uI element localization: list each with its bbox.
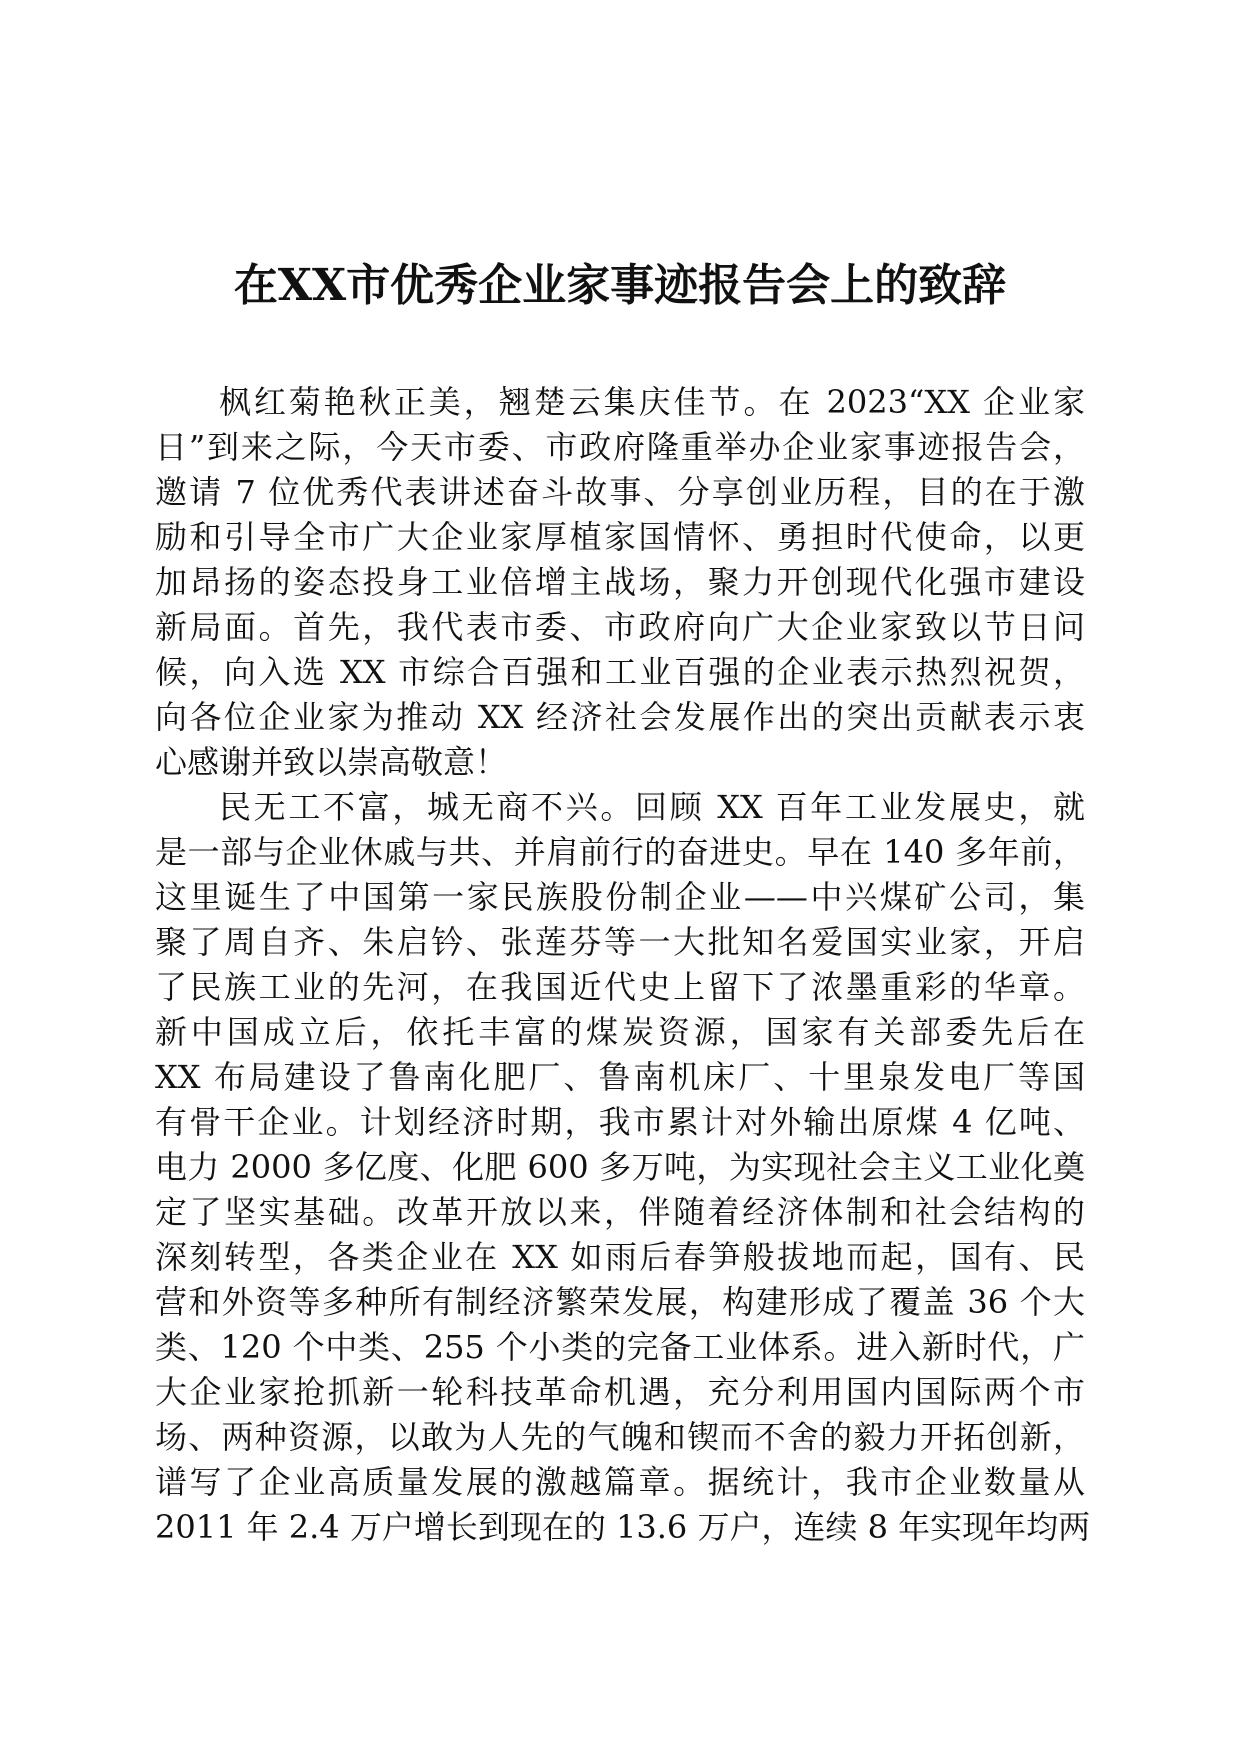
text-line: 日”到来之际，今天市委、市政府隆重举办企业家事迹报告会， [155, 428, 1085, 466]
document-title: 在XX市优秀企业家事迹报告会上的致辞 [233, 260, 1007, 311]
text-line: 场、两种资源，以敢为人先的气魄和锲而不舍的毅力开拓创新， [155, 1418, 1085, 1456]
text-line: 邀请 7 位优秀代表讲述奋斗故事、分享创业历程，目的在于激 [155, 473, 1085, 511]
text-line: 枫红菊艳秋正美，翘楚云集庆佳节。在 2023“XX 企业家 [219, 383, 1085, 421]
text-line: 新中国成立后，依托丰富的煤炭资源，国家有关部委先后在 [155, 1013, 1085, 1051]
text-line: 电力 2000 多亿度、化肥 600 多万吨，为实现社会主义工业化奠 [155, 1148, 1085, 1186]
text-line: 了民族工业的先河，在我国近代史上留下了浓墨重彩的华章。 [155, 968, 1085, 1006]
text-line: 2011 年 2.4 万户增长到现在的 13.6 万户，连续 8 年实现年均两 [155, 1508, 1091, 1546]
text-line: 类、120 个中类、255 个小类的完备工业体系。进入新时代，广 [155, 1328, 1085, 1366]
text-line: 有骨干企业。计划经济时期，我市累计对外输出原煤 4 亿吨、 [155, 1103, 1085, 1141]
text-line: 加昂扬的姿态投身工业倍增主战场，聚力开创现代化强市建设 [155, 563, 1085, 601]
paragraph-2 [155, 785, 1091, 1550]
text-line: 聚了周自齐、朱启钤、张莲芬等一大批知名爱国实业家，开启 [155, 923, 1085, 961]
text-line: 新局面。首先，我代表市委、市政府向广大企业家致以节日问 [155, 608, 1085, 646]
text-line: 向各位企业家为推动 XX 经济社会发展作出的突出贡献表示衷 [155, 698, 1085, 736]
text-line: 定了坚实基础。改革开放以来，伴随着经济体制和社会结构的 [155, 1193, 1085, 1231]
text-line: 大企业家抢抓新一轮科技革命机遇，充分利用国内国际两个市 [155, 1373, 1085, 1411]
paragraph-1 [155, 380, 1085, 785]
text-line: 民无工不富，城无商不兴。回顾 XX 百年工业发展史，就 [219, 788, 1085, 826]
text-line: 是一部与企业休戚与共、并肩前行的奋进史。早在 140 多年前， [155, 833, 1085, 871]
text-line: 深刻转型，各类企业在 XX 如雨后春笋般拔地而起，国有、民 [155, 1238, 1085, 1276]
text-line: XX 布局建设了鲁南化肥厂、鲁南机床厂、十里泉发电厂等国 [155, 1058, 1085, 1096]
document-body [155, 380, 1091, 1550]
text-line: 这里诞生了中国第一家民族股份制企业——中兴煤矿公司，集 [155, 878, 1085, 916]
text-line: 谱写了企业高质量发展的激越篇章。据统计，我市企业数量从 [155, 1463, 1085, 1501]
text-line: 励和引导全市广大企业家厚植家国情怀、勇担时代使命，以更 [155, 518, 1085, 556]
text-line: 候，向入选 XX 市综合百强和工业百强的企业表示热烈祝贺， [155, 653, 1085, 691]
text-line: 心感谢并致以崇高敬意！ [155, 743, 508, 781]
text-line: 营和外资等多种所有制经济繁荣发展，构建形成了覆盖 36 个大 [155, 1283, 1085, 1321]
